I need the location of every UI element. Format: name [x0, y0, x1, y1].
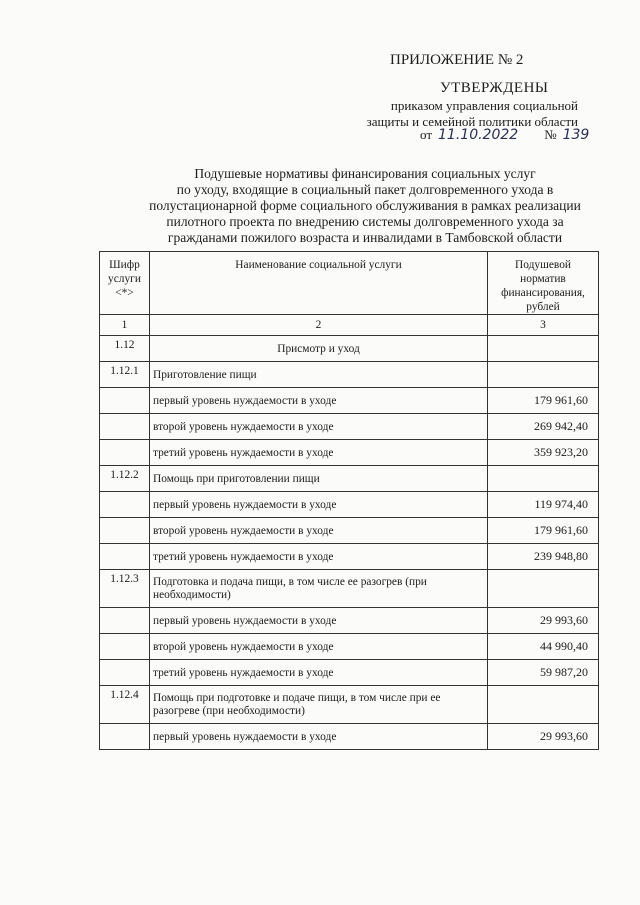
normative-value: 119 974,40: [488, 492, 599, 518]
normative-value: 179 961,60: [488, 518, 599, 544]
handwritten-number: 139: [562, 127, 590, 143]
service-name: Подготовка и подача пищи, в том числе ее разогрев (при необходимости): [150, 570, 488, 608]
appendix-label: ПРИЛОЖЕНИЕ № 2: [390, 52, 524, 68]
service-code: [100, 518, 150, 544]
order-date-number: [420, 127, 589, 143]
normative-value: 239 948,80: [488, 544, 599, 570]
order-line-2: защиты и семейной политики области: [366, 114, 578, 129]
service-name: второй уровень нуждаемости в уходе: [150, 414, 488, 440]
header-code: Шифр услуги <*>: [100, 252, 150, 315]
table-row: [100, 570, 599, 608]
approved-label: УТВЕРЖДЕНЫ: [440, 80, 549, 96]
table-header-row: [100, 252, 599, 315]
service-name: первый уровень нуждаемости в уходе: [150, 388, 488, 414]
date-prefix: от: [420, 127, 433, 142]
normative-value: 29 993,60: [488, 608, 599, 634]
normative-value: 59 987,20: [488, 660, 599, 686]
order-line-1: приказом управления социальной: [390, 98, 578, 113]
normatives-table: [99, 251, 599, 750]
table-row: [100, 492, 599, 518]
service-code: [100, 724, 150, 750]
service-code: 1.12.1: [100, 362, 150, 388]
service-name: третий уровень нуждаемости в уходе: [150, 440, 488, 466]
service-code: 1.12.2: [100, 466, 150, 492]
table-row: [100, 634, 599, 660]
service-name: первый уровень нуждаемости в уходе: [150, 492, 488, 518]
service-code: [100, 414, 150, 440]
section-row: [100, 336, 599, 362]
column-number: 2: [150, 315, 488, 336]
service-code: 1.12.3: [100, 570, 150, 608]
service-name: третий уровень нуждаемости в уходе: [150, 544, 488, 570]
service-name: второй уровень нуждаемости в уходе: [150, 518, 488, 544]
table-row: [100, 466, 599, 492]
document-title-line-2: по уходу, входящие в социальный пакет долговременного ухода в: [176, 182, 554, 197]
service-name: первый уровень нуждаемости в уходе: [150, 608, 488, 634]
section-code: 1.12: [100, 336, 150, 362]
service-name: Приготовление пищи: [150, 362, 488, 388]
number-prefix: №: [544, 127, 557, 142]
service-name: Помощь при подготовке и подаче пищи, в том числе при ее разогреве (при необходимости): [150, 686, 488, 724]
table-row: [100, 388, 599, 414]
table-row: [100, 440, 599, 466]
section-name: Присмотр и уход: [150, 336, 488, 362]
service-code: [100, 660, 150, 686]
document-title-line-5: гражданами пожилого возраста и инвалидами в Тамбовской области: [167, 230, 563, 245]
handwritten-date: 11.10.2022: [438, 127, 519, 143]
document-title-line-1: Подушевые нормативы финансирования социальных услуг: [194, 166, 536, 181]
normative-value: 179 961,60: [488, 388, 599, 414]
service-code: [100, 388, 150, 414]
header-normative: Подушевой норматив финансирования, рублей: [488, 252, 599, 315]
service-code: [100, 440, 150, 466]
service-code: [100, 634, 150, 660]
column-number: 1: [100, 315, 150, 336]
table-row: [100, 544, 599, 570]
column-number-row: [100, 315, 599, 336]
service-name: Помощь при приготовлении пищи: [150, 466, 488, 492]
header-service-name: Наименование социальной услуги: [150, 252, 488, 315]
service-name: второй уровень нуждаемости в уходе: [150, 634, 488, 660]
normative-value: 269 942,40: [488, 414, 599, 440]
normative-value: 44 990,40: [488, 634, 599, 660]
service-code: 1.12.4: [100, 686, 150, 724]
normative-value: [488, 466, 599, 492]
table-row: [100, 362, 599, 388]
normative-value: [488, 686, 599, 724]
table-row: [100, 608, 599, 634]
table-row: [100, 660, 599, 686]
service-code: [100, 492, 150, 518]
table-row: [100, 686, 599, 724]
normative-value: 359 923,20: [488, 440, 599, 466]
normative-value: [488, 362, 599, 388]
normative-value: [488, 570, 599, 608]
table-row: [100, 724, 599, 750]
service-code: [100, 544, 150, 570]
column-number: 3: [488, 315, 599, 336]
normative-value: 29 993,60: [488, 724, 599, 750]
service-name: третий уровень нуждаемости в уходе: [150, 660, 488, 686]
service-name: первый уровень нуждаемости в уходе: [150, 724, 488, 750]
table-row: [100, 518, 599, 544]
document-title-line-4: пилотного проекта по внедрению системы долговременного ухода за: [166, 214, 564, 229]
section-value: [488, 336, 599, 362]
document-title-line-3: полустационарной форме социального обслуживания в рамках реализации: [149, 198, 581, 213]
service-code: [100, 608, 150, 634]
table-row: [100, 414, 599, 440]
